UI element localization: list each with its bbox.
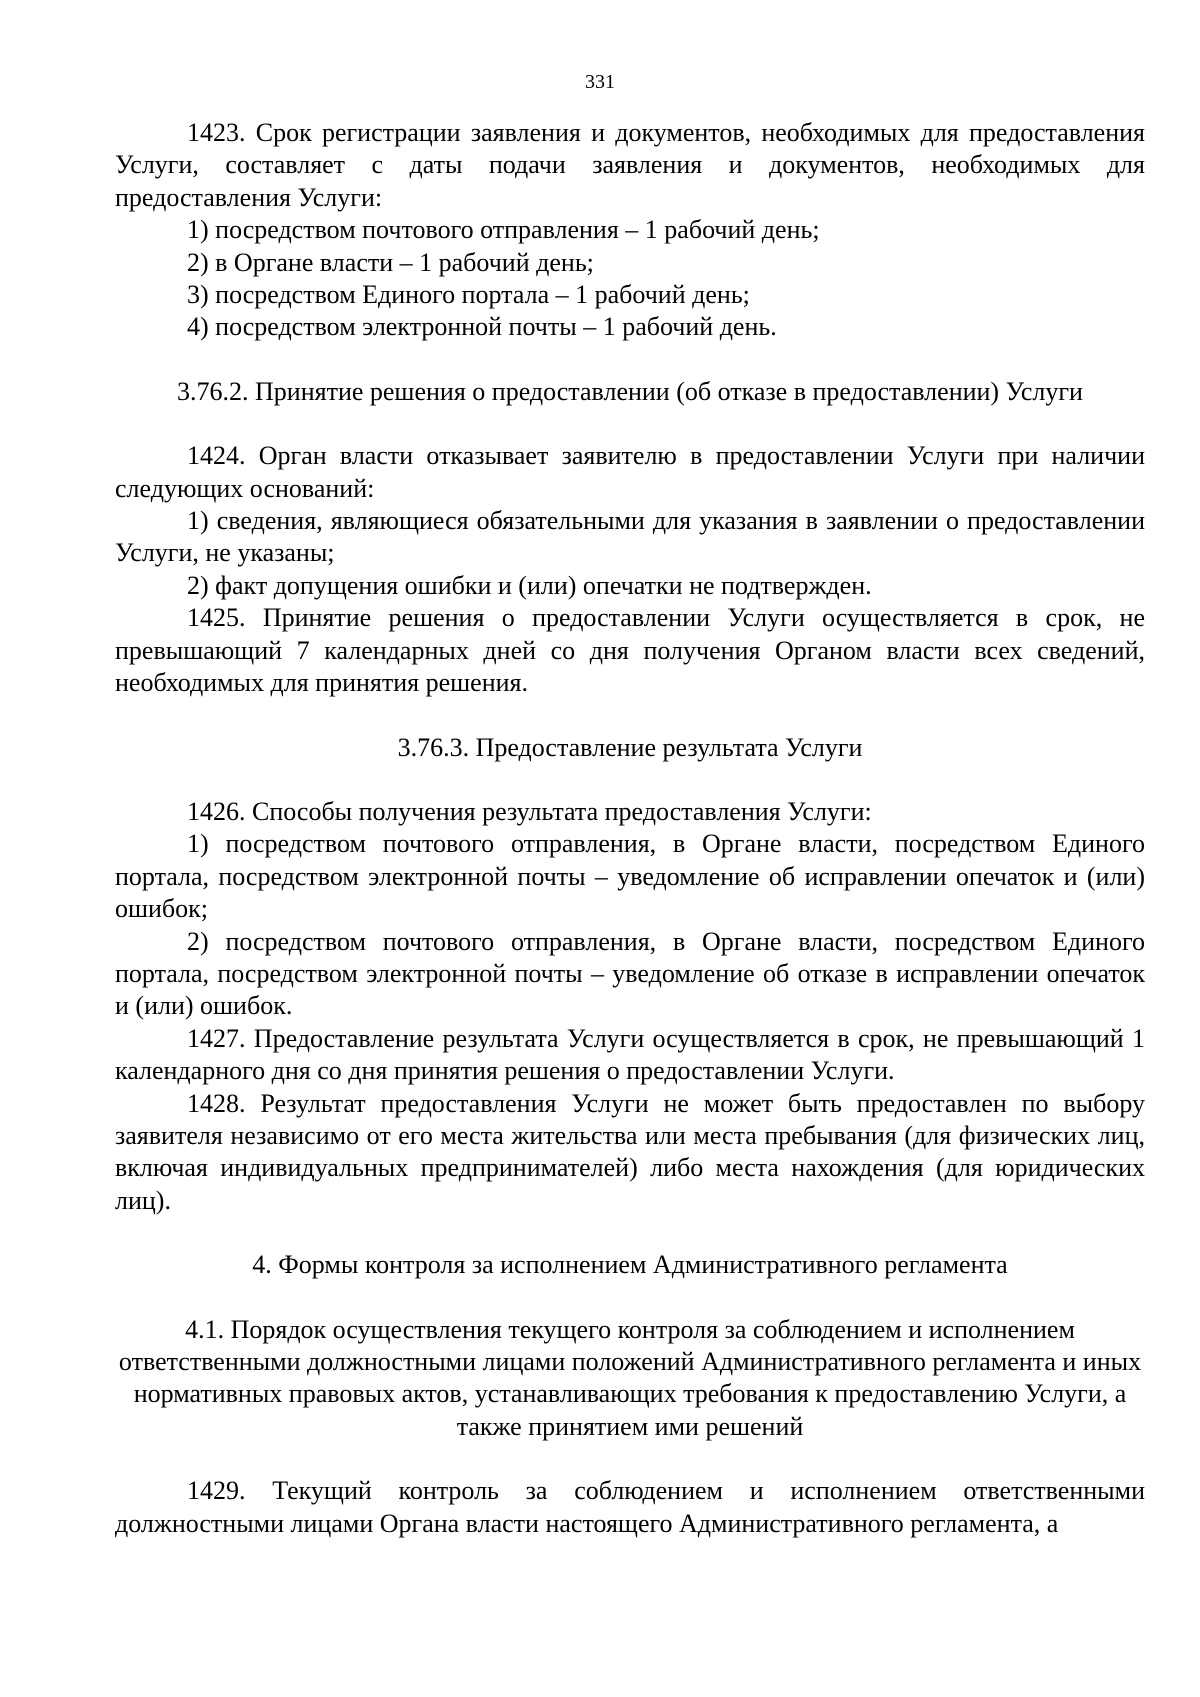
- section-heading-4-1: 4.1. Порядок осуществления текущего контроля за соблюдением и исполнением ответственными должностными лицами положений Административного регламента и иных нормативных правовых актов, устанавливающих требования к предоставлению Услуги, а также принятием ими решений: [118, 1314, 1142, 1441]
- list-item-authority: 2) в Органе власти – 1 рабочий день;: [187, 247, 594, 277]
- document-body: [115, 117, 1145, 1540]
- section-heading-4: 4. Формы контроля за исполнением Административного регламента: [252, 1250, 1008, 1280]
- paragraph-1424: 1424. Орган власти отказывает заявителю в предоставлении Услуги при наличии следующих оснований:: [115, 441, 1145, 503]
- paragraph-1427: 1427. Предоставление результата Услуги осуществляется в срок, не превышающий 1 календарного дня со дня принятия решения о предоставлении Услуги.: [115, 1023, 1145, 1086]
- section-heading-3-76-3: 3.76.3. Предоставление результата Услуги: [397, 732, 863, 762]
- result-method-1: 1) посредством почтового отправления, в Органе власти, посредством Единого портала, посредством электронной почты – уведомление об исправлении опечаток и (или) ошибок;: [115, 829, 1145, 924]
- paragraph-1426: 1426. Способы получения результата предоставления Услуги:: [187, 796, 872, 826]
- list-item-portal: 3) посредством Единого портала – 1 рабочий день;: [187, 280, 750, 310]
- result-method-2: 2) посредством почтового отправления, в Органе власти, посредством Единого портала, посредством электронной почты – уведомление об отказе в исправлении опечаток и (или) ошибок.: [115, 926, 1145, 1021]
- paragraph-1423: 1423. Срок регистрации заявления и документов, необходимых для предоставления Услуги, составляет с даты подачи заявления и документов, необходимых для предоставления Услуги:: [115, 118, 1145, 212]
- list-item-postal: 1) посредством почтового отправления – 1 рабочий день;: [187, 215, 820, 245]
- paragraph-1428: 1428. Результат предоставления Услуги не может быть предоставлен по выбору заявителя независимо от его места жительства или места пребывания (для физических лиц, включая индивидуальных предпринимателей) либо места нахождения (для юридических лиц).: [115, 1088, 1145, 1215]
- list-item-email: 4) посредством электронной почты – 1 рабочий день.: [187, 312, 777, 342]
- refusal-ground-2: 2) факт допущения ошибки и (или) опечатки не подтвержден.: [187, 570, 872, 600]
- paragraph-1429: 1429. Текущий контроль за соблюдением и исполнением ответственными должностными лицами Органа власти настоящего Административного регламента, а: [115, 1476, 1145, 1538]
- section-heading-3-76-2: 3.76.2. Принятие решения о предоставлении (об отказе в предоставлении) Услуги: [177, 376, 1083, 406]
- refusal-ground-1: 1) сведения, являющиеся обязательными для указания в заявлении о предоставлении Услуги, не указаны;: [115, 506, 1145, 568]
- paragraph-1425: 1425. Принятие решения о предоставлении Услуги осуществляется в срок, не превышающий 7 календарных дней со дня получения Органом власти всех сведений, необходимых для принятия решения.: [115, 603, 1145, 698]
- page-number: 331: [585, 71, 615, 93]
